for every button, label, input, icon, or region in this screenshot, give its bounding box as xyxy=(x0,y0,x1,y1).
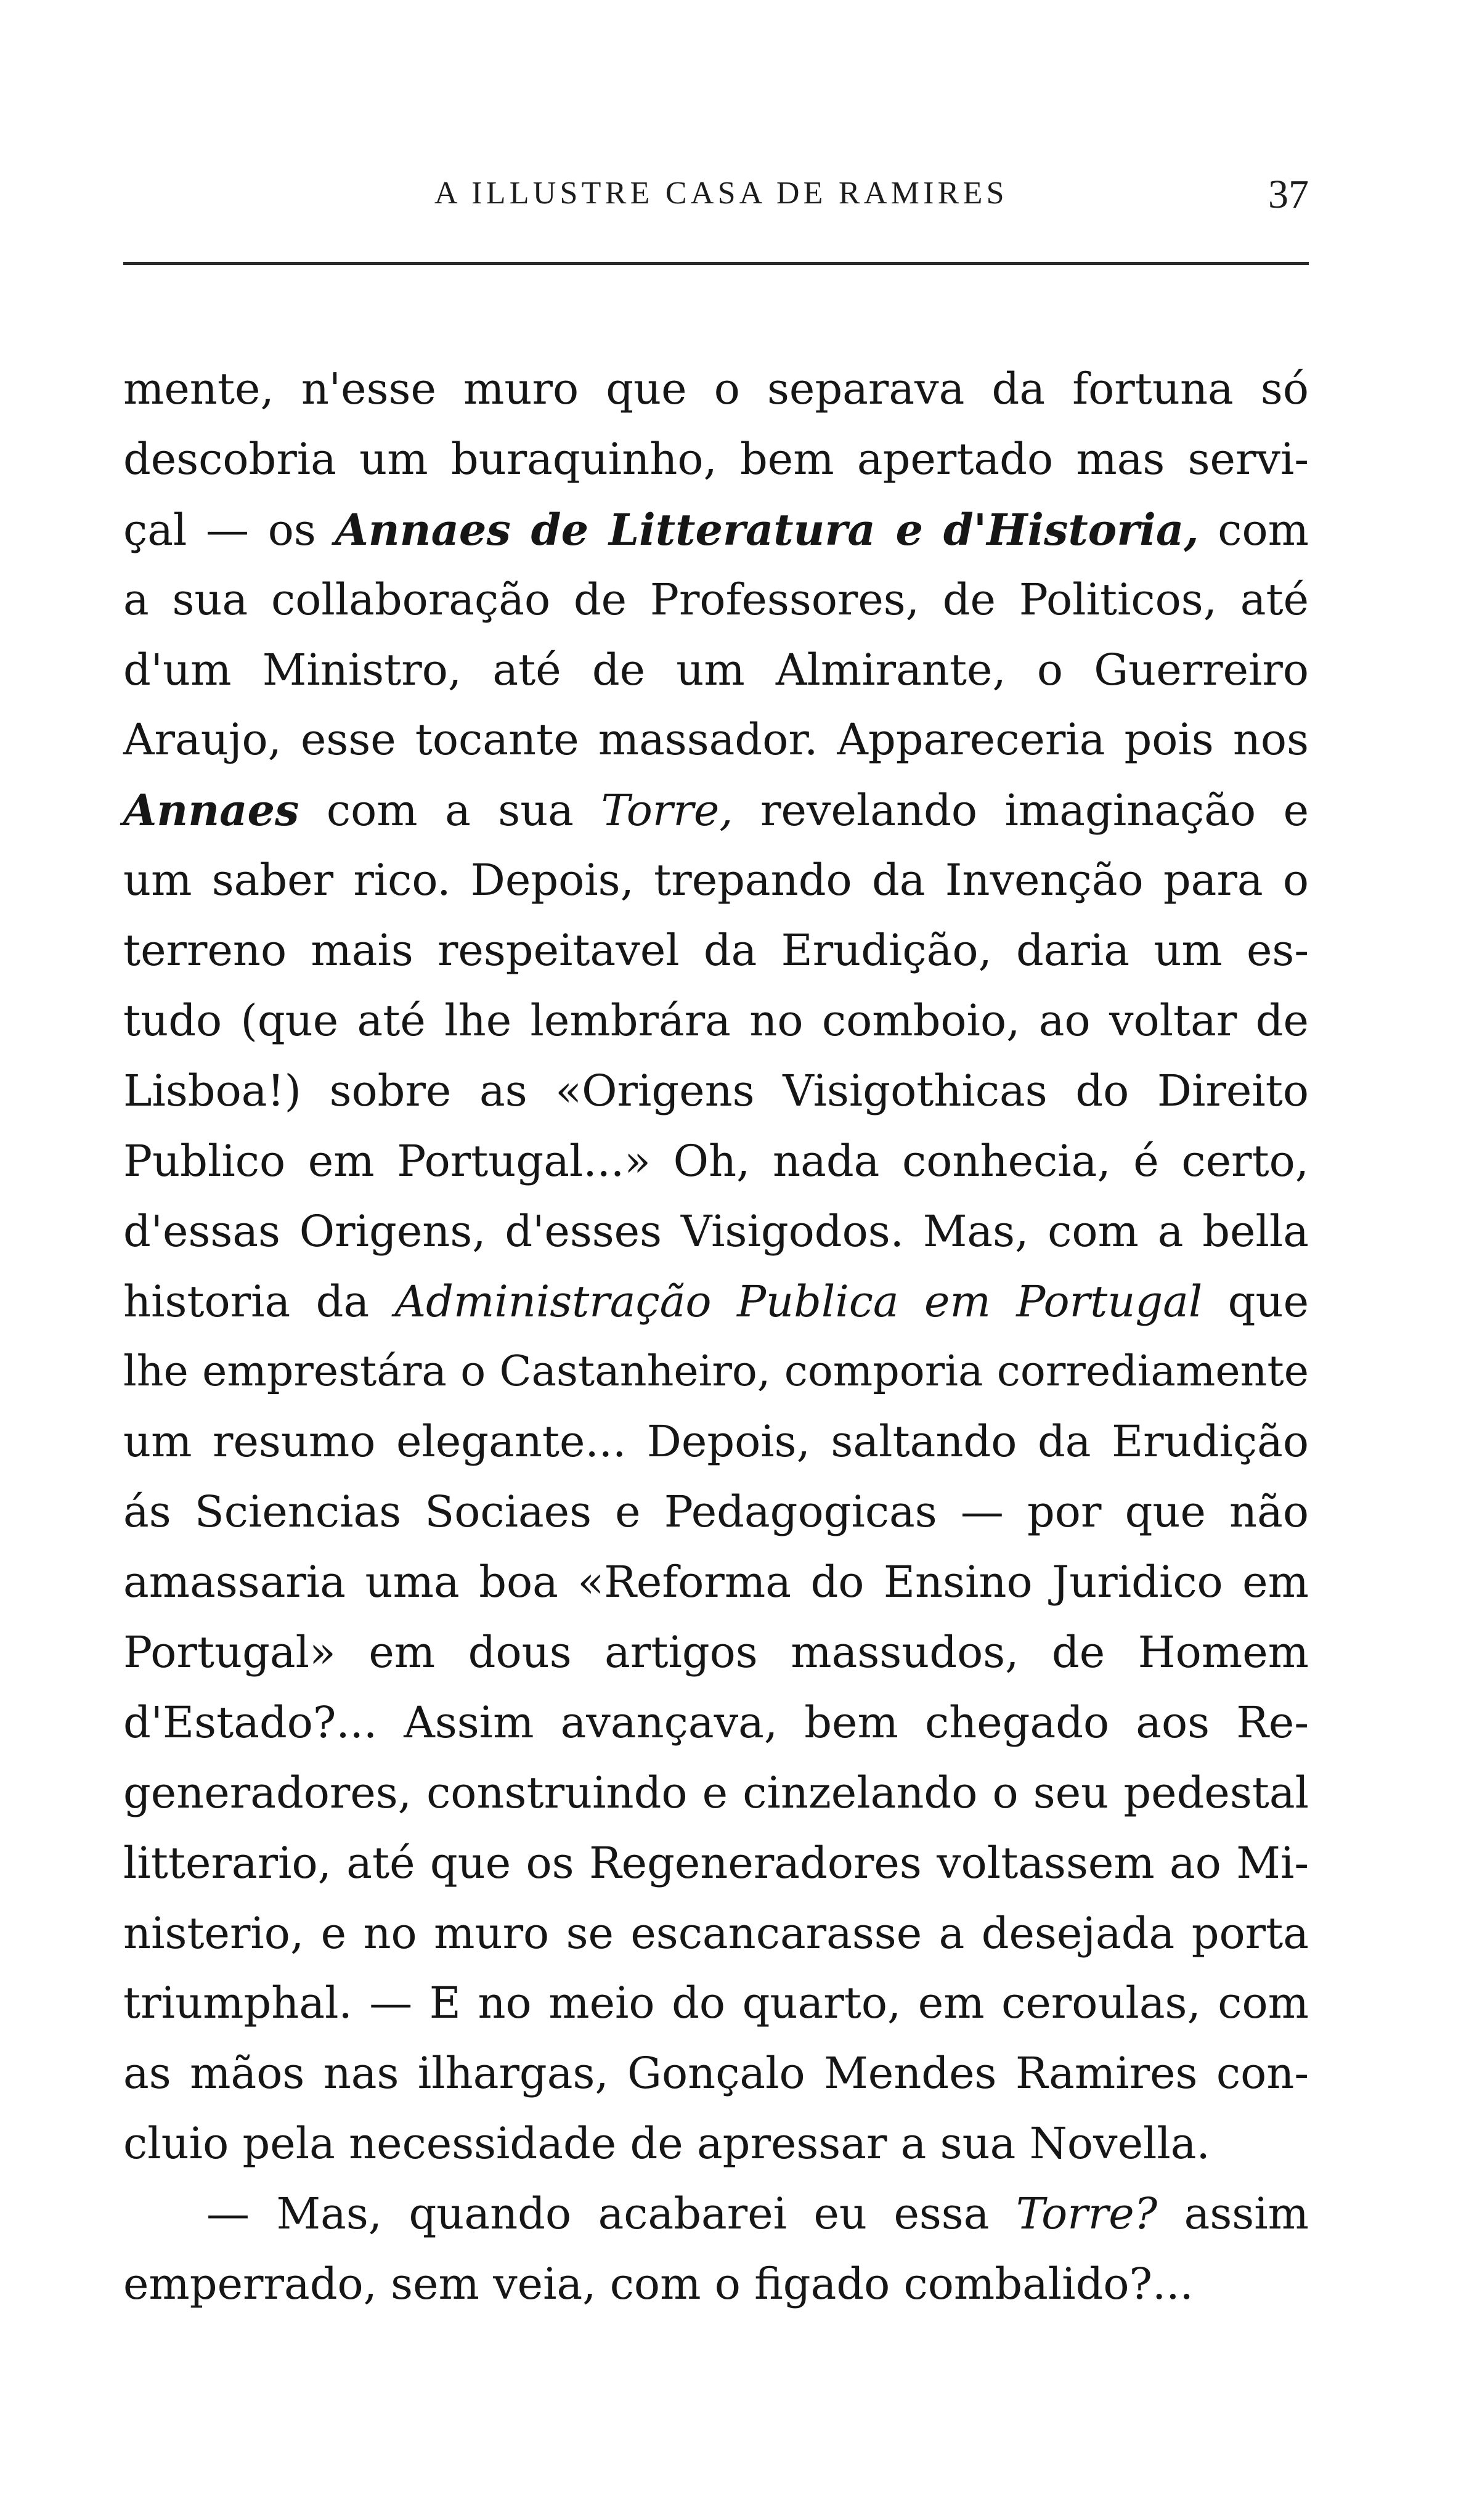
text-line xyxy=(123,1477,1309,1547)
text-line xyxy=(123,846,1309,916)
text-segment: com a sua xyxy=(299,785,601,836)
text-line xyxy=(123,2039,1309,2109)
text-line xyxy=(123,986,1309,1056)
text-segment: cluio pela necessidade de apressar a sua Novella. xyxy=(123,2118,1210,2169)
text-segment: Publico em Portugal...» Oh, nada conhecia, é certo, xyxy=(123,1135,1309,1186)
text-line xyxy=(123,916,1309,986)
text-segment: d'um Ministro, até de um Almirante, o Guerreiro xyxy=(123,644,1309,695)
text-line xyxy=(123,635,1309,706)
text-line xyxy=(123,1127,1309,1197)
text-segment: Torre, xyxy=(601,785,733,836)
text-line xyxy=(123,1547,1309,1618)
running-title: A ILLUSTRE CASA DE RAMIRES xyxy=(434,176,1008,211)
text-segment: d'Estado?... Assim avançava, bem chegado aos Re- xyxy=(123,1697,1309,1748)
text-line xyxy=(123,1618,1309,1688)
text-segment: revelando imaginação e xyxy=(733,785,1309,836)
text-line xyxy=(123,705,1309,775)
text-segment: mente, n'esse muro que o separava da fortuna só xyxy=(123,364,1309,414)
text-line xyxy=(123,1899,1309,1969)
text-line xyxy=(123,565,1309,635)
text-line xyxy=(123,1267,1309,1337)
text-line xyxy=(123,775,1309,846)
text-segment: amassaria uma boa «Reforma do Ensino Juridico em xyxy=(123,1557,1309,1608)
page-header xyxy=(123,172,1309,230)
text-line xyxy=(123,1197,1309,1267)
text-segment: Annaes de Litteratura e d'Historia, xyxy=(335,504,1199,555)
text-segment: historia da xyxy=(123,1276,395,1327)
text-segment: com xyxy=(1199,504,1309,555)
text-line xyxy=(123,425,1309,495)
text-line xyxy=(123,1056,1309,1127)
text-segment: Araujo, esse tocante massador. Appareceria pois nos xyxy=(123,714,1309,765)
header-rule xyxy=(123,262,1309,265)
text-line xyxy=(123,1337,1309,1407)
text-line xyxy=(123,2109,1309,2179)
text-segment: çal — os xyxy=(123,504,335,555)
text-segment: um resumo elegante... Depois, saltando da Erudição xyxy=(123,1416,1309,1467)
text-line xyxy=(123,1407,1309,1477)
text-segment: Annaes xyxy=(123,785,299,836)
text-segment: emperrado, sem veia, com o figado combalido?... xyxy=(123,2259,1194,2310)
text-line xyxy=(123,495,1309,565)
text-segment: d'essas Origens, d'esses Visigodos. Mas, com a bella xyxy=(123,1205,1309,1257)
text-line xyxy=(123,354,1309,425)
text-segment: Torre? xyxy=(1015,2188,1158,2240)
text-segment: generadores, construindo e cinzelando o seu pedestal xyxy=(123,1767,1309,1818)
text-segment: descobria um buraquinho, bem apertado mas servi- xyxy=(123,433,1309,484)
text-segment: Portugal» em dous artigos massudos, de Homem xyxy=(123,1627,1309,1678)
text-segment: as mãos nas ilhargas, Gonçalo Mendes Ramires con- xyxy=(123,2048,1309,2099)
page-number: 37 xyxy=(1268,172,1309,217)
text-line xyxy=(123,1688,1309,1758)
text-segment: assim xyxy=(1157,2188,1309,2240)
text-line xyxy=(123,2249,1309,2320)
text-segment: tudo (que até lhe lembrára no comboio, ao voltar de xyxy=(123,995,1309,1046)
text-line xyxy=(123,1829,1309,1899)
text-segment: lhe emprestára o Castanheiro, comporia corrediamente xyxy=(123,1347,1309,1397)
text-segment: nisterio, e no muro se escancarasse a desejada porta xyxy=(123,1907,1309,1959)
text-segment: Lisboa!) sobre as «Origens Visigothicas do Direito xyxy=(123,1065,1309,1116)
text-segment: triumphal. — E no meio do quarto, em ceroulas, com xyxy=(123,1978,1309,2029)
text-segment: — Mas, quando acabarei eu essa xyxy=(206,2188,1016,2240)
body-text xyxy=(123,354,1309,2320)
text-segment: a sua collaboração de Professores, de Politicos, até xyxy=(123,574,1309,625)
text-segment: ás Sciencias Sociaes e Pedagogicas — por que não xyxy=(123,1486,1309,1538)
text-segment: terreno mais respeitavel da Erudição, daria um es- xyxy=(123,925,1309,976)
text-segment: litterario, até que os Regeneradores voltassem ao Mi- xyxy=(123,1837,1309,1888)
text-line xyxy=(123,1758,1309,1829)
text-line xyxy=(123,1968,1309,2039)
text-line xyxy=(123,2179,1309,2249)
text-segment: um saber rico. Depois, trepando da Invenção para o xyxy=(123,855,1309,906)
text-segment: Administração Publica em Portugal xyxy=(394,1276,1203,1327)
text-segment: que xyxy=(1202,1276,1309,1327)
